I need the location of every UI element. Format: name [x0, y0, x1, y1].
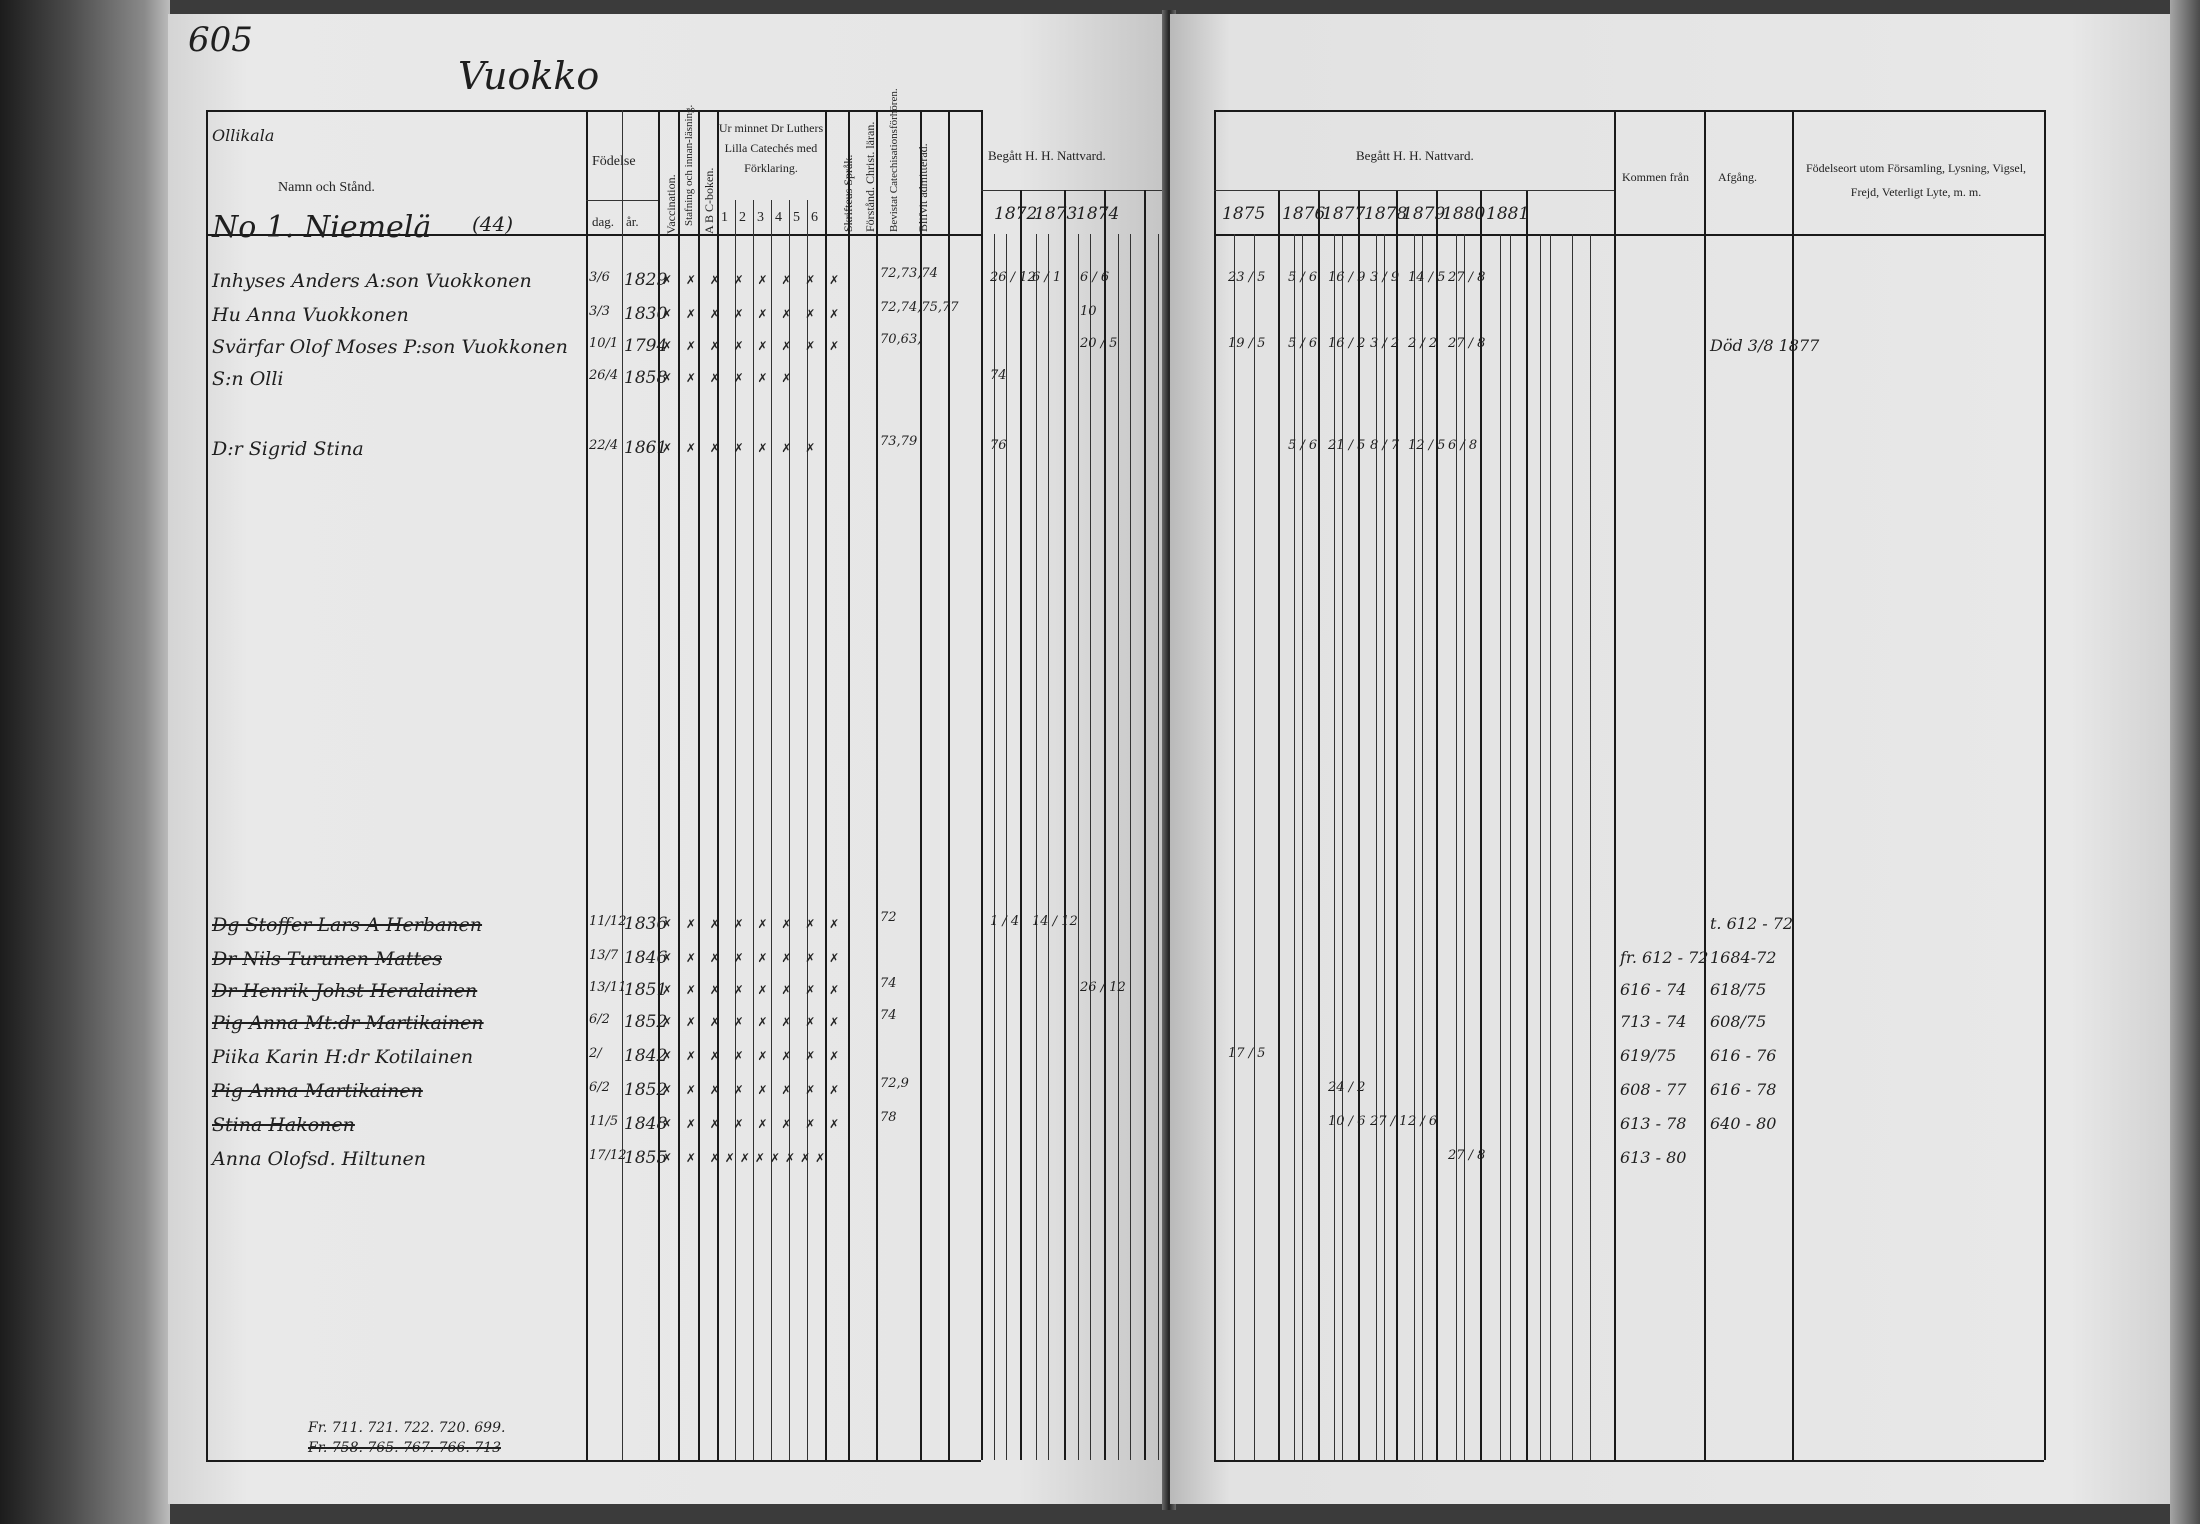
years-sub-rule-right: [1214, 190, 1614, 191]
knowledge-marks: ✗ ✗ ✗ ✗ ✗ ✗ ✗ ✗: [662, 307, 845, 321]
communion-1877: 16 / 2: [1328, 336, 1366, 351]
communion-1878: 8 / 7: [1370, 438, 1400, 453]
communion-sub-rule-right: [1590, 234, 1591, 1460]
communion-1875: 23 / 5: [1228, 270, 1266, 285]
catechism-exams: 73,79: [880, 434, 918, 449]
communion-sub-rule: [1036, 234, 1037, 1460]
catechism-exams: 72,73,74: [880, 266, 938, 281]
catechism-part-rule: [807, 200, 808, 1460]
birth-day: 6/2: [589, 1080, 610, 1095]
column-rule-left: [206, 110, 208, 1460]
communion-1874: 6 / 6: [1080, 270, 1110, 285]
communion-1875: 17 / 5: [1228, 1046, 1266, 1061]
communion-header-left: Begått H. H. Nattvard.: [988, 148, 1106, 163]
communion-year-left: 1873: [1034, 204, 1078, 224]
knowledge-marks: ✗ ✗ ✗✗✗✗✗✗✗✗: [662, 1151, 831, 1165]
name-column-header: Namn och Stånd.: [278, 180, 375, 195]
right-table-top-rule: [1214, 110, 2044, 112]
communion-1879: 14 / 5: [1408, 270, 1446, 285]
communion-sub-rule: [994, 234, 995, 1460]
person-name: Stina Hakonen: [212, 1114, 355, 1136]
communion-header-right: Begått H. H. Nattvard.: [1356, 148, 1474, 163]
birth-year: 1846: [624, 948, 668, 968]
book-edge-right: [2170, 0, 2200, 1524]
birth-day: 17/12: [589, 1148, 627, 1163]
communion-sub-rule-right: [1422, 234, 1423, 1460]
catechism-exams: 74: [880, 976, 897, 991]
right-page: [1170, 14, 2170, 1504]
person-name: Svärfar Olof Moses P:son Vuokkonen: [212, 336, 568, 358]
person-name: Piika Karin H:dr Kotilainen: [212, 1046, 474, 1068]
communion-sub-rule: [1048, 234, 1049, 1460]
departure: 616 - 76: [1710, 1046, 1777, 1065]
departure: 618/75: [1710, 980, 1767, 999]
year-column-rule: [1020, 190, 1022, 1460]
notes-header: Födelseort utom Församling, Lysning, Vigsel, Frejd, Veterligt Lyte, m. m.: [1805, 161, 2027, 199]
communion-1878: 3 / 2: [1370, 336, 1400, 351]
column-rule-right: [1614, 110, 1616, 1460]
catechism-part-number: 2: [739, 210, 746, 225]
column-rule-right: [1436, 190, 1438, 1460]
table-top-rule: [206, 110, 981, 112]
communion-sub-rule-right: [1254, 234, 1255, 1460]
person-name: Inhyses Anders A:son Vuokkonen: [212, 270, 532, 292]
birth-day: 11/12: [589, 914, 627, 929]
birth-day: 2/: [589, 1046, 602, 1061]
birth-year: 1794: [624, 336, 668, 356]
writing-header: Skrifteus Språk.: [841, 154, 855, 232]
communion-sub-rule-right: [1500, 234, 1501, 1460]
birth-day: 13/11: [589, 980, 627, 995]
communion-year-right: 1880: [1442, 204, 1486, 224]
communion-1877: 16 / 9: [1328, 270, 1366, 285]
communion-sub-rule-right: [1540, 234, 1541, 1460]
communion-sub-rule: [1118, 234, 1119, 1460]
catechism-exams: 70,63,: [880, 332, 922, 347]
came-from: 713 - 74: [1620, 1012, 1687, 1031]
catechism-part-number: 1: [721, 210, 728, 225]
communion-year-left: 1872: [994, 204, 1038, 224]
birth-day: 3/3: [589, 304, 610, 319]
farm-name: No 1. Niemelä: [212, 210, 432, 245]
catechism-part-number: 6: [811, 210, 818, 225]
catechism-part-number: 3: [757, 210, 764, 225]
catechism-part-number: 5: [793, 210, 800, 225]
communion-1876: 5 / 6: [1288, 336, 1318, 351]
knowledge-marks: ✗ ✗ ✗ ✗ ✗ ✗ ✗ ✗: [662, 1083, 845, 1097]
communion-sub-rule-right: [1456, 234, 1457, 1460]
catechism-exams: 74: [880, 1008, 897, 1023]
communion-sub-rule: [1078, 234, 1079, 1460]
from-header: Kommen från: [1622, 170, 1689, 184]
person-name: Hu Anna Vuokkonen: [212, 304, 409, 326]
communion-sub-rule-right: [1414, 234, 1415, 1460]
communion-1877: 10 / 6: [1328, 1114, 1366, 1129]
page-number: 605: [188, 20, 253, 60]
came-from: 608 - 77: [1620, 1080, 1687, 1099]
communion-1880: 27 / 8: [1448, 336, 1486, 351]
column-rule-right: [1278, 190, 1280, 1460]
communion-sub-rule-right: [1572, 234, 1573, 1460]
person-name: Pig Anna Martikainen: [212, 1080, 423, 1102]
communion-1877: 24 / 2: [1328, 1080, 1366, 1095]
birth-year: 1848: [624, 1114, 668, 1134]
village-name: Vuokko: [458, 54, 600, 98]
column-rule-left: [586, 110, 588, 1460]
birth-year: 1830: [624, 304, 668, 324]
communion-sub-rule-right: [1376, 234, 1377, 1460]
communion-sub-rule-right: [1342, 234, 1343, 1460]
communion-1876: 5 / 6: [1288, 438, 1318, 453]
birth-day: 10/1: [589, 336, 619, 351]
birth-day-header: dag.: [592, 214, 615, 229]
communion-sub-rule-right: [1234, 234, 1235, 1460]
catechism-header: Ur minnet Dr Luthers Lilla Catechés med Förklaring.: [718, 121, 824, 175]
column-rule-left: [622, 110, 623, 1460]
column-rule-right: [1318, 190, 1320, 1460]
communion-year-right: 1881: [1486, 204, 1530, 224]
column-rule-right: [1526, 190, 1528, 1460]
column-rule-right: [1396, 190, 1398, 1460]
knowledge-marks: ✗ ✗ ✗ ✗ ✗ ✗ ✗ ✗: [662, 273, 845, 287]
birth-header: Födelse: [592, 154, 636, 169]
communion-year-right: 1878: [1364, 204, 1408, 224]
birth-day: 3/6: [589, 270, 610, 285]
column-rule-left: [876, 110, 878, 1460]
year-column-rule: [1144, 190, 1146, 1460]
communion-1880: 6 / 8: [1448, 438, 1478, 453]
person-name: D:r Sigrid Stina: [212, 438, 364, 460]
knowledge-marks: ✗ ✗ ✗ ✗ ✗ ✗ ✗ ✗: [662, 917, 845, 931]
birth-year-header: år.: [626, 214, 639, 229]
person-name: Dr Henrik Johst Heralainen: [212, 980, 478, 1002]
communion-year-right: 1877: [1322, 204, 1366, 224]
communion-1873: 6 / 1: [1032, 270, 1062, 285]
communion-1872: 26 / 12: [990, 270, 1036, 285]
communion-year-left: 1874: [1076, 204, 1120, 224]
person-name: Pig Anna Mt:dr Martikainen: [212, 1012, 484, 1034]
communion-sub-rule-right: [1550, 234, 1551, 1460]
footer-line-2: Fr. 758. 765. 767. 766. 713: [308, 1440, 501, 1456]
communion-sub-rule: [1130, 234, 1131, 1460]
communion-1877: 21 / 5: [1328, 438, 1366, 453]
knowledge-marks: ✗ ✗ ✗ ✗ ✗ ✗ ✗: [662, 441, 821, 455]
catechism-exams: 72,74,75,77: [880, 300, 959, 315]
communion-1879: 2 / 2: [1408, 336, 1438, 351]
knowledge-marks: ✗ ✗ ✗ ✗ ✗ ✗: [662, 371, 797, 385]
departure: Död 3/8 1877: [1710, 336, 1820, 355]
person-name: Dg Stoffer Lars A Herbanen: [212, 914, 483, 936]
departure: 1684-72: [1710, 948, 1777, 967]
footer-line-1: Fr. 711. 721. 722. 720. 699.: [308, 1420, 506, 1436]
person-name: Dr Nils Turunen Mattes: [212, 948, 442, 970]
communion-1879: 2 / 6: [1408, 1114, 1438, 1129]
birth-day: 6/2: [589, 1012, 610, 1027]
year-column-rule: [1104, 190, 1106, 1460]
knowledge-marks: ✗ ✗ ✗ ✗ ✗ ✗ ✗ ✗: [662, 983, 845, 997]
birth-year: 1855: [624, 1148, 668, 1168]
communion-1874: 10: [1080, 304, 1097, 319]
knowledge-marks: ✗ ✗ ✗ ✗ ✗ ✗ ✗ ✗: [662, 1015, 845, 1029]
knowledge-marks: ✗ ✗ ✗ ✗ ✗ ✗ ✗ ✗: [662, 339, 845, 353]
knowledge-marks: ✗ ✗ ✗ ✗ ✗ ✗ ✗ ✗: [662, 1117, 845, 1131]
birth-year: 1842: [624, 1046, 668, 1066]
communion-1874: 20 / 5: [1080, 336, 1118, 351]
column-rule-right: [1214, 110, 1216, 1460]
birth-year: 1852: [624, 1080, 668, 1100]
communion-sub-rule: [1006, 234, 1007, 1460]
communion-sub-rule: [1090, 234, 1091, 1460]
communion-sub-rule-right: [1334, 234, 1335, 1460]
communion-1879: 12 / 5: [1408, 438, 1446, 453]
abc-header: A B C-boken.: [702, 167, 716, 234]
departure: 608/75: [1710, 1012, 1767, 1031]
birth-year: 1858: [624, 368, 668, 388]
departure: 640 - 80: [1710, 1114, 1777, 1133]
communion-1872: 74: [990, 368, 1007, 383]
knowledge-marks: ✗ ✗ ✗ ✗ ✗ ✗ ✗ ✗: [662, 951, 845, 965]
departed-header: Afgång.: [1718, 170, 1757, 184]
birth-year: 1852: [624, 1012, 668, 1032]
person-name: S:n Olli: [212, 368, 284, 390]
communion-sub-rule-right: [1510, 234, 1511, 1460]
admitted-header: Blifvit admitterad.: [916, 143, 930, 232]
catechism-part-rule: [771, 200, 772, 1460]
birth-day: 11/5: [589, 1114, 619, 1129]
communion-sub-rule-right: [1302, 234, 1303, 1460]
communion-1878: 3 / 9: [1370, 270, 1400, 285]
section-name: Ollikala: [212, 126, 275, 145]
came-from: 613 - 80: [1620, 1148, 1687, 1167]
birth-sub-rule: [586, 200, 658, 201]
column-rule-right: [2044, 110, 2046, 1460]
came-from: 613 - 78: [1620, 1114, 1687, 1133]
column-rule-right: [1358, 190, 1360, 1460]
communion-sub-rule-right: [1464, 234, 1465, 1460]
catechism-exams: 72: [880, 910, 897, 925]
communion-year-right: 1879: [1402, 204, 1446, 224]
birth-year: 1861: [624, 438, 668, 458]
column-rule-right: [1792, 110, 1794, 1460]
year-column-rule: [1064, 190, 1066, 1460]
left-page: [168, 14, 1168, 1504]
birth-year: 1836: [624, 914, 668, 934]
communion-1872: 76: [990, 438, 1007, 453]
communion-year-right: 1876: [1282, 204, 1326, 224]
communion-sub-rule: [1158, 234, 1159, 1460]
vaccination-header: Vaccination.: [664, 174, 678, 234]
catechism-part-rule: [753, 200, 754, 1460]
departure: 616 - 78: [1710, 1080, 1777, 1099]
catechism-part-rule: [789, 200, 790, 1460]
years-sub-rule: [981, 190, 1168, 191]
column-rule-left: [848, 110, 850, 1460]
column-rule-left: [981, 110, 983, 1460]
book-edge-left: [0, 0, 170, 1524]
communion-1874: 26 / 12: [1080, 980, 1126, 995]
departure: t. 612 - 72: [1710, 914, 1794, 933]
communion-1880: 27 / 8: [1448, 270, 1486, 285]
birth-day: 13/7: [589, 948, 619, 963]
catechism-meetings-header: Bevistat Catechisationsförhören.: [888, 88, 900, 232]
farm-number: (44): [472, 212, 514, 236]
catechism-exams: 78: [880, 1110, 897, 1125]
knowledge-marks: ✗ ✗ ✗ ✗ ✗ ✗ ✗ ✗: [662, 1049, 845, 1063]
catechism-part-number: 4: [775, 210, 782, 225]
communion-sub-rule-right: [1294, 234, 1295, 1460]
table-bottom-rule: [206, 1460, 981, 1462]
catechism-exams: 72,9: [880, 1076, 909, 1091]
right-header-bottom-rule: [1214, 234, 2044, 236]
birth-year: 1829: [624, 270, 668, 290]
reading-header: Stafning och innan-läsning.: [683, 104, 695, 226]
right-table-bottom-rule: [1214, 1460, 2044, 1462]
person-name: Anna Olofsd. Hiltunen: [212, 1148, 426, 1170]
communion-1872: 1 / 4: [990, 914, 1020, 929]
communion-1876: 5 / 6: [1288, 270, 1318, 285]
communion-1873: 14 / 12: [1032, 914, 1078, 929]
communion-1880: 27 / 8: [1448, 1148, 1486, 1163]
column-rule-right: [1480, 190, 1482, 1460]
communion-1878: 27 / 1: [1370, 1114, 1408, 1129]
christian-header: Förstånd. Christ. läran.: [863, 121, 877, 232]
communion-1875: 19 / 5: [1228, 336, 1266, 351]
birth-day: 26/4: [589, 368, 619, 383]
came-from: 619/75: [1620, 1046, 1677, 1065]
came-from: fr. 612 - 72: [1620, 948, 1709, 967]
catechism-part-rule: [735, 200, 736, 1460]
communion-year-right: 1875: [1222, 204, 1266, 224]
birth-year: 1851: [624, 980, 668, 1000]
communion-sub-rule-right: [1384, 234, 1385, 1460]
birth-day: 22/4: [589, 438, 619, 453]
came-from: 616 - 74: [1620, 980, 1687, 999]
column-rule-right: [1704, 110, 1706, 1460]
